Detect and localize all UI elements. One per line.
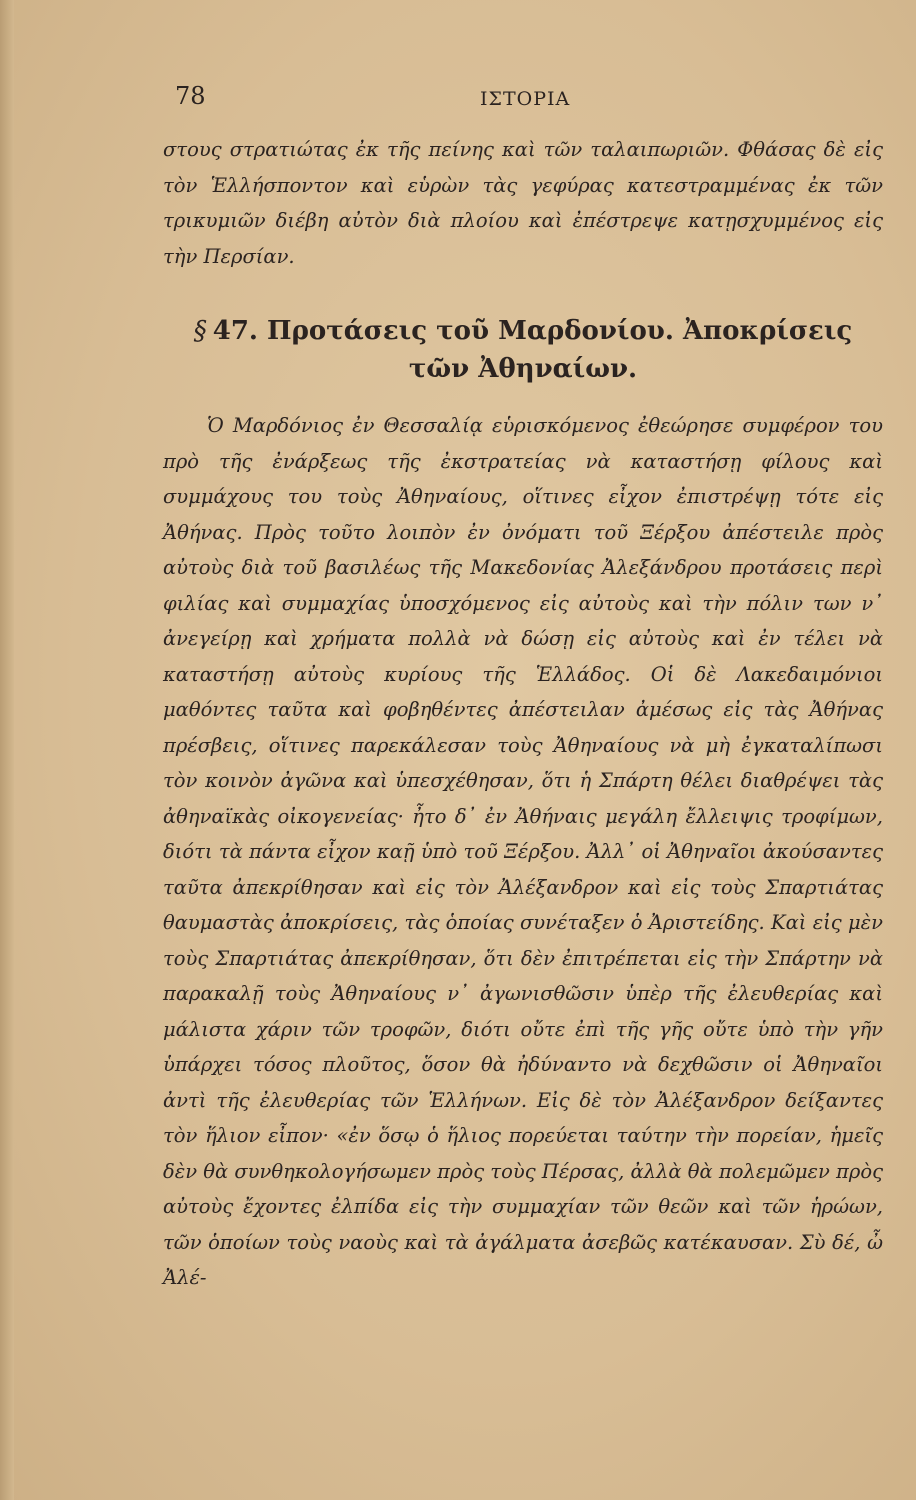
body-paragraph-block [163, 408, 883, 1296]
section-heading [163, 312, 883, 388]
page-header [175, 82, 895, 122]
body-paragraph: Ὁ Μαρδόνιος ἐν Θεσσαλίᾳ εὑρισκόμενος ἐθεώρησε συμφέρον του πρὸ τῆς ἐνάρξεως τῆς ἐκστρατείας νὰ καταστήσῃ φίλους καὶ συμμάχους του τοὺς Ἀθηναίους, οἵτινες εἶχον ἐπιστρέψῃ τότε εἰς Ἀθήνας. Πρὸς τοῦτο λοιπὸν ἐν ὀνόματι τοῦ Ξέρξου ἀπέστειλε πρὸς αὐτοὺς διὰ τοῦ βασιλέως τῆς Μακεδονίας Ἀλεξάνδρου προτάσεις περὶ φιλίας καὶ συμμαχίας ὑποσχόμενος εἰς αὐτοὺς καὶ τὴν πόλιν των ν᾽ ἀνεγείρῃ καὶ χρήματα πολλὰ νὰ δώσῃ εἰς αὐτοὺς καὶ ἐν τέλει νὰ καταστήσῃ αὐτοὺς κυρίους τῆς Ἑλλάδος. Οἱ δὲ Λακεδαιμόνιοι μαθόντες ταῦτα καὶ φοβηθέντες ἀπέστειλαν ἀμέσως εἰς τὰς Ἀθήνας πρέσβεις, οἵτινες παρεκάλεσαν τοὺς Ἀθηναίους νὰ μὴ ἐγκαταλίπωσι τὸν κοινὸν ἀγῶνα καὶ ὑπεσχέθησαν, ὅτι ἡ Σπάρτη θέλει διαθρέψει τὰς ἀθηναϊκὰς οἰκογενείας· ἦτο δ᾽ ἐν Ἀθήναις μεγάλη ἔλλειψις τροφίμων, διότι τὰ πάντα εἶχον καῇ ὑπὸ τοῦ Ξέρξου. Ἀλλ᾽ οἱ Ἀθηναῖοι ἀκούσαντες ταῦτα ἀπεκρίθησαν καὶ εἰς τὸν Ἀλέξανδρον καὶ εἰς τοὺς Σπαρτιάτας θαυμαστὰς ἀποκρίσεις, τὰς ὁποίας συνέταξεν ὁ Ἀριστείδης. Καὶ εἰς μὲν τοὺς Σπαρτιάτας ἀπεκρίθησαν, ὅτι δὲν ἐπιτρέπεται εἰς τὴν Σπάρτην νὰ παρακαλῇ τοὺς Ἀθηναίους ν᾽ ἀγωνισθῶσιν ὑπὲρ τῆς ἐλευθερίας καὶ μάλιστα χάριν τῶν τροφῶν, διότι οὔτε ἐπὶ τῆς γῆς οὔτε ὑπὸ τὴν γῆν ὑπάρχει τόσος πλοῦτος, ὅσον θὰ ἠδύναντο νὰ δεχθῶσιν οἱ Ἀθηναῖοι ἀντὶ τῆς ἐλευθερίας τῶν Ἑλλήνων. Εἰς δὲ τὸν Ἀλέξανδρον δείξαντες τὸν ἥλιον εἶπον· «ἐν ὅσῳ ὁ ἥλιος πορεύεται ταύτην τὴν πορείαν, ἡμεῖς δὲν θὰ συνθηκολογήσωμεν πρὸς τοὺς Πέρσας, ἀλλὰ θὰ πολεμῶμεν πρὸς αὐτοὺς ἔχοντες ἐλπίδα εἰς τὴν συμμαχίαν τῶν θεῶν καὶ τῶν ἡρώων, τῶν ὁποίων τοὺς ναοὺς καὶ τὰ ἀγάλματα ἀσεβῶς κατέκαυσαν. Σὺ δέ, ὦ Ἀλέ- [163, 414, 883, 1289]
running-title: ΙΣΤΟΡΙΑ [480, 88, 571, 110]
section-mark: § [193, 316, 207, 346]
page-edge [0, 0, 14, 1500]
section-title: 47. Προτάσεις τοῦ Μαρδονίου. Ἀποκρίσεις τῶν Ἀθηναίων. [212, 316, 853, 384]
page-number: 78 [175, 82, 206, 110]
intro-paragraph-block [163, 132, 883, 274]
intro-paragraph: στους στρατιώτας ἐκ τῆς πείνης καὶ τῶν ταλαιπωριῶν. Φθάσας δὲ εἰς τὸν Ἑλλήσποντον καὶ εὑρὼν τὰς γεφύρας κατεστραμμένας ἐκ τῶν τρικυμιῶν διέβη αὐτὸν διὰ πλοίου καὶ ἐπέστρεψε κατῃσχυμμένος εἰς τὴν Περσίαν. [163, 138, 883, 268]
